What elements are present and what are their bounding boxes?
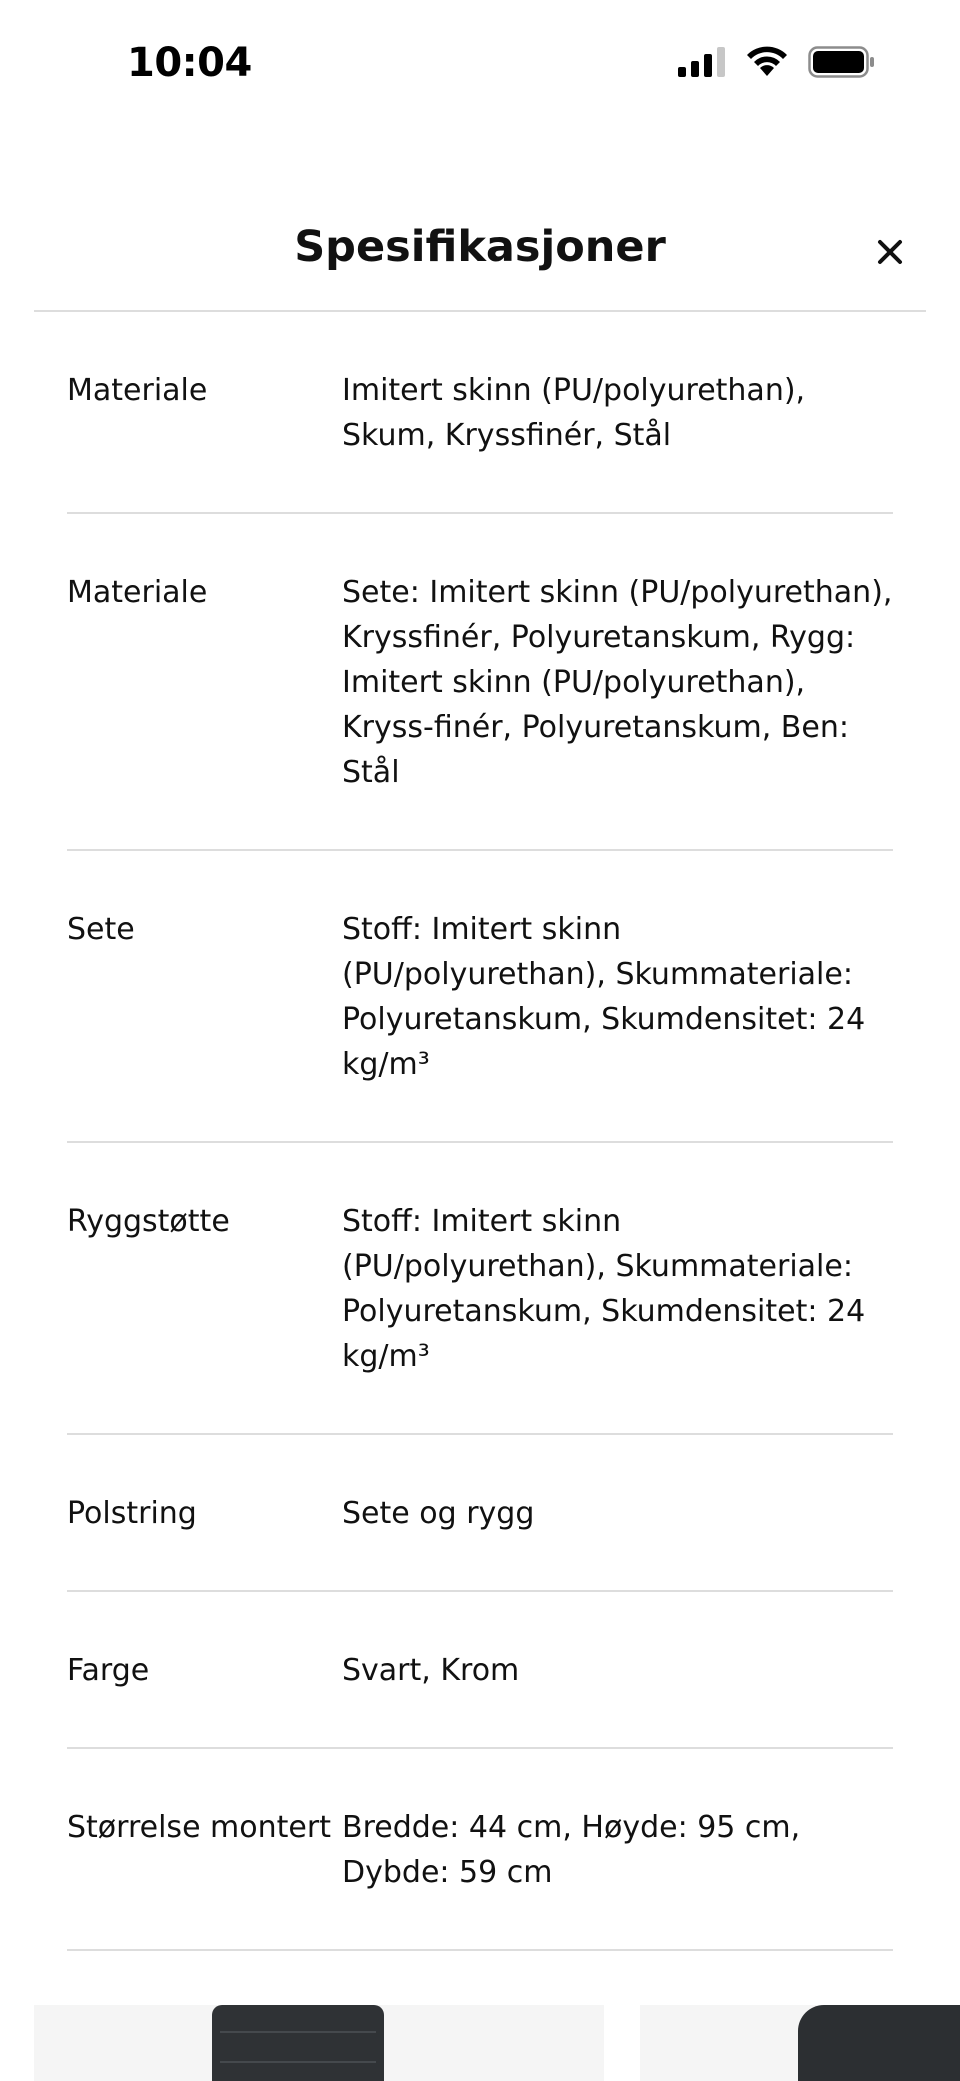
spec-row-color <box>67 1592 893 1749</box>
product-image[interactable] <box>34 2005 604 2081</box>
spec-label: Materiale <box>67 373 208 408</box>
battery-icon <box>808 46 876 82</box>
product-image[interactable] <box>640 2005 960 2081</box>
spec-value: Svart, Krom <box>342 1653 520 1688</box>
spec-label: Ryggstøtte <box>67 1204 230 1239</box>
close-button[interactable] <box>862 226 918 282</box>
spec-row-backrest <box>67 1143 893 1435</box>
spec-row-assembled-size <box>67 1749 893 1951</box>
status-time: 10:04 <box>127 40 252 86</box>
spec-value: Stoff: Imitert skinn (PU/polyurethan), Skummateriale: Polyuretanskum, Skumdensitet: 24 kg/m³ <box>342 912 866 1082</box>
close-icon <box>877 239 903 269</box>
spec-label: Farge <box>67 1653 150 1688</box>
chair-image <box>212 2005 384 2081</box>
status-bar <box>0 0 960 130</box>
chair-image <box>798 2005 960 2081</box>
spec-value: Imitert skinn (PU/polyurethan), Skum, Kryssfinér, Stål <box>342 373 806 453</box>
spec-row-seat <box>67 851 893 1143</box>
spec-row-material-detailed <box>67 514 893 851</box>
spec-row-material <box>67 312 893 514</box>
spec-value: Stoff: Imitert skinn (PU/polyurethan), Skummateriale: Polyuretanskum, Skumdensitet: 24 kg/m³ <box>342 1204 866 1374</box>
chair-seam <box>220 2031 376 2033</box>
spec-row-upholstery <box>67 1435 893 1592</box>
spec-label: Materiale <box>67 575 208 610</box>
status-icons <box>678 46 876 82</box>
page-title: Spesifikasjoner <box>294 222 666 272</box>
spec-value: Sete og rygg <box>342 1496 535 1531</box>
sheet-header <box>34 212 926 312</box>
spec-value: Bredde: 44 cm, Høyde: 95 cm, Dybde: 59 cm <box>342 1810 801 1890</box>
chair-seam <box>220 2061 376 2063</box>
spec-label: Størrelse montert <box>67 1810 331 1845</box>
spec-label: Sete <box>67 912 135 947</box>
spec-label: Polstring <box>67 1496 197 1531</box>
spec-value: Sete: Imitert skinn (PU/polyurethan), Kryssfinér, Polyuretanskum, Rygg: Imitert skinn (PU/polyurethan), Kryss-finér, Polyuretanskum, Ben: Stål <box>342 575 893 790</box>
wifi-icon <box>746 46 788 82</box>
cellular-signal-icon <box>678 47 726 81</box>
spec-list <box>67 312 893 2081</box>
